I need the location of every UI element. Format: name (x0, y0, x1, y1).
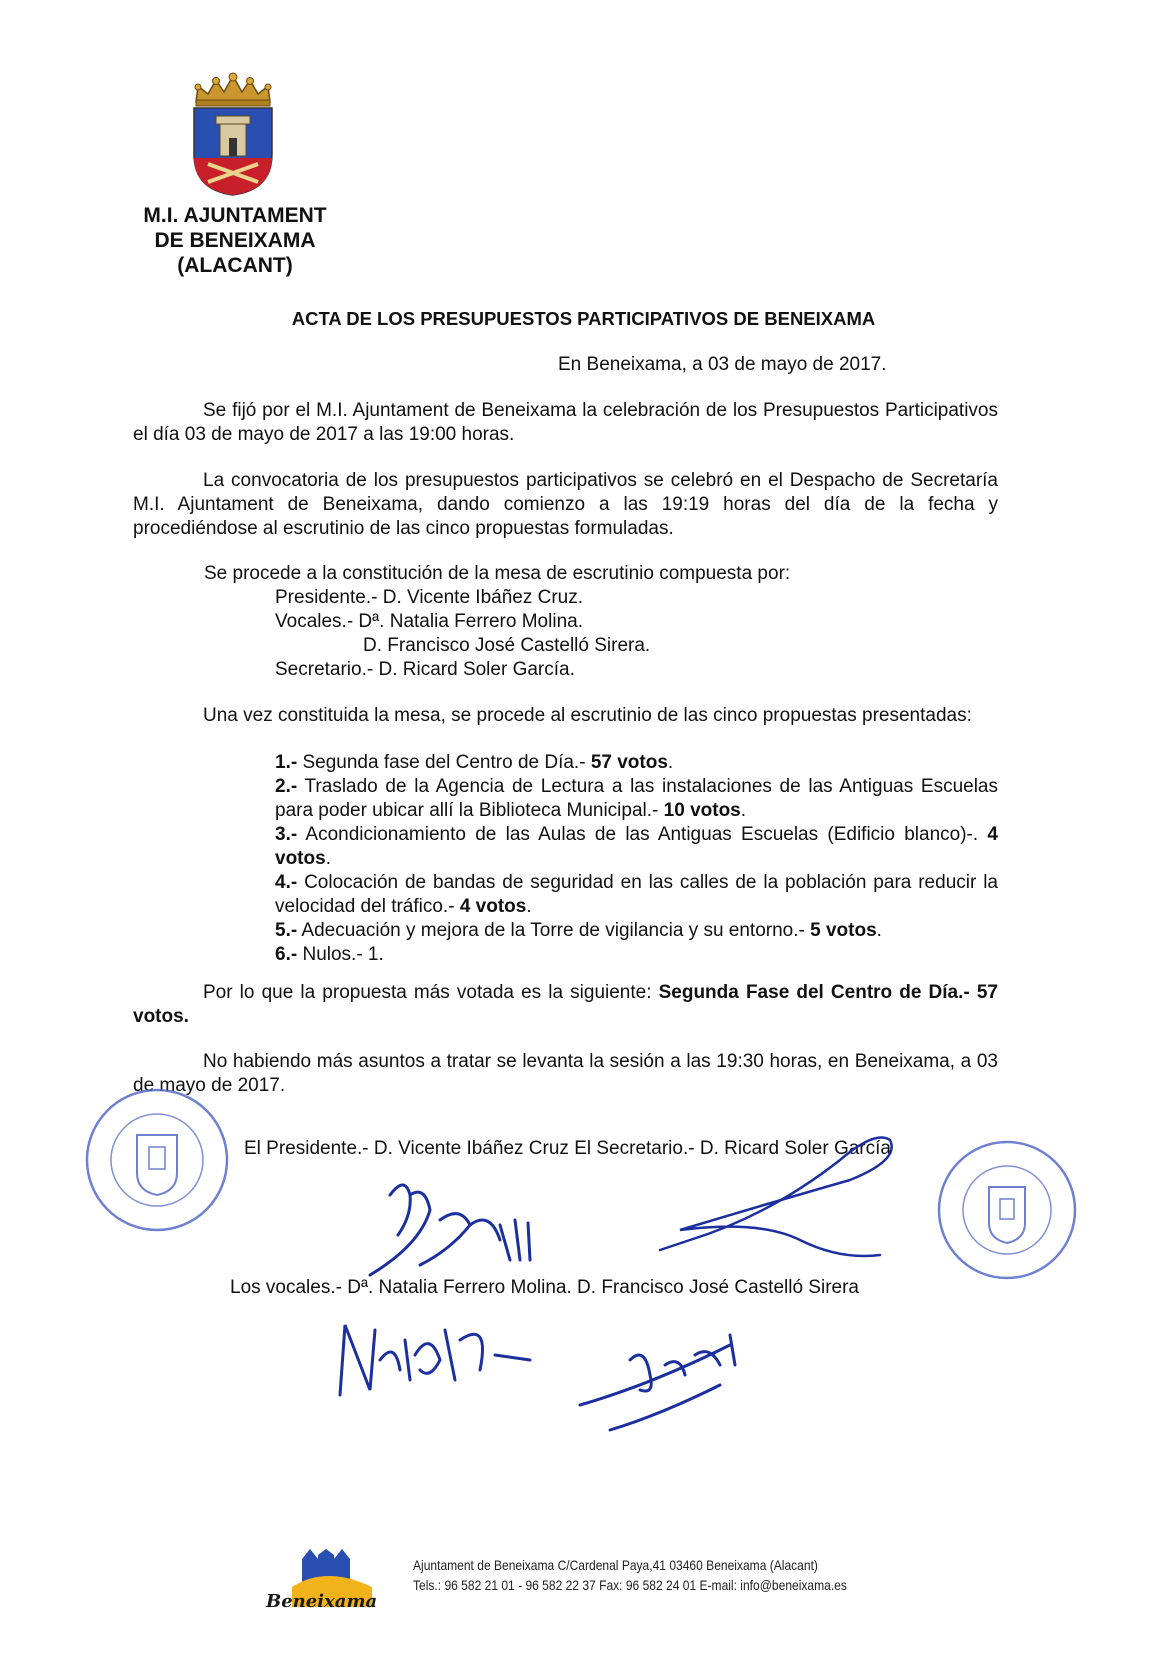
paragraph-6: No habiendo más asuntos a tratar se levanta la sesión a las 19:30 horas, en Beneixama, a 03 de mayo de 2017. (133, 1051, 998, 1096)
secretary-signature-icon (640, 1120, 920, 1260)
footer-contacts: Tels.: 96 582 21 01 - 96 582 22 37 Fax: 96 582 24 01 E-mail: info@beneixama.es (413, 1577, 847, 1593)
paragraph-3: Se procede a la constitución de la mesa de escrutinio compuesta por: (204, 563, 791, 584)
proposal-item: 1.- Segunda fase del Centro de Día.- 57 votos. (275, 752, 674, 773)
beneixama-footer-logo-icon (262, 1545, 386, 1615)
paragraph-4: Una vez constituida la mesa, se procede al escrutinio de las cinco propuestas presentadas: (203, 705, 972, 726)
member-vocal-1: Vocales.- Dª. Natalia Ferrero Molina. (275, 611, 583, 632)
footer-address: Ajuntament de Beneixama C/Cardenal Paya,41 03460 Beneixama (Alacant) (413, 1557, 818, 1573)
logo-text: Beneixama (266, 1591, 378, 1612)
proposals-list (275, 751, 998, 967)
left-stamp-seal-icon (82, 1085, 232, 1235)
paragraph-5: Por lo que la propuesta más votada es la siguiente: Segunda Fase del Centro de Día.- 57 votos. (133, 982, 998, 1027)
member-vocal-2: D. Francisco José Castelló Sirera. (363, 635, 651, 656)
proposal-item: 4.- Colocación de bandas de seguridad en las calles de la población para reducir la velocidad del tráfico.- 4 votos. (275, 872, 998, 917)
org-line-1: M.I. AJUNTAMENT (143, 204, 327, 227)
proposal-item: 2.- Traslado de la Agencia de Lectura a las instalaciones de las Antiguas Escuelas para poder ubicar allí la Biblioteca Municipal.- 10 votos. (275, 776, 998, 821)
paragraph-2: La convocatoria de los presupuestos participativos se celebró en el Despacho de Secretaría M.I. Ajuntament de Beneixama, dando comienzo a las 19:19 horas del día de la fecha y procediéndose al escrutinio de las cinco propuestas formuladas. (133, 470, 998, 539)
vocal-2-signature-icon (570, 1305, 790, 1435)
proposal-item: 5.- Adecuación y mejora de la Torre de vigilancia y su entorno.- 5 votos. (275, 920, 882, 941)
signature-line-1: El Presidente.- D. Vicente Ibáñez Cruz El Secretario.- D. Ricard Soler García (244, 1138, 891, 1159)
municipal-crest-icon (188, 72, 278, 197)
organization-name (120, 203, 350, 278)
document-title: ACTA DE LOS PRESUPUESTOS PARTICIPATIVOS DE BENEIXAMA (291, 308, 876, 329)
proposal-item: 3.- Acondicionamiento de las Aulas de las Antiguas Escuelas (Edificio blanco)-. 4 votos. (275, 824, 998, 869)
date-line: En Beneixama, a 03 de mayo de 2017. (558, 354, 887, 375)
org-line-3: (ALACANT) (177, 254, 293, 277)
org-line-2: DE BENEIXAMA (154, 229, 316, 252)
right-stamp-seal-icon (932, 1135, 1082, 1285)
member-secretary: Secretario.- D. Ricard Soler García. (275, 659, 575, 680)
signature-line-2: Los vocales.- Dª. Natalia Ferrero Molina. D. Francisco José Castelló Sirera (230, 1277, 859, 1298)
member-president: Presidente.- D. Vicente Ibáñez Cruz. (275, 587, 584, 608)
president-signature-icon (350, 1165, 560, 1290)
paragraph-1: Se fijó por el M.I. Ajuntament de Beneixama la celebración de los Presupuestos Participativos el día 03 de mayo de 2017 a las 19:00 horas. (133, 400, 998, 445)
proposal-item: 6.- Nulos.- 1. (275, 944, 384, 965)
vocal-1-signature-icon (330, 1300, 540, 1410)
